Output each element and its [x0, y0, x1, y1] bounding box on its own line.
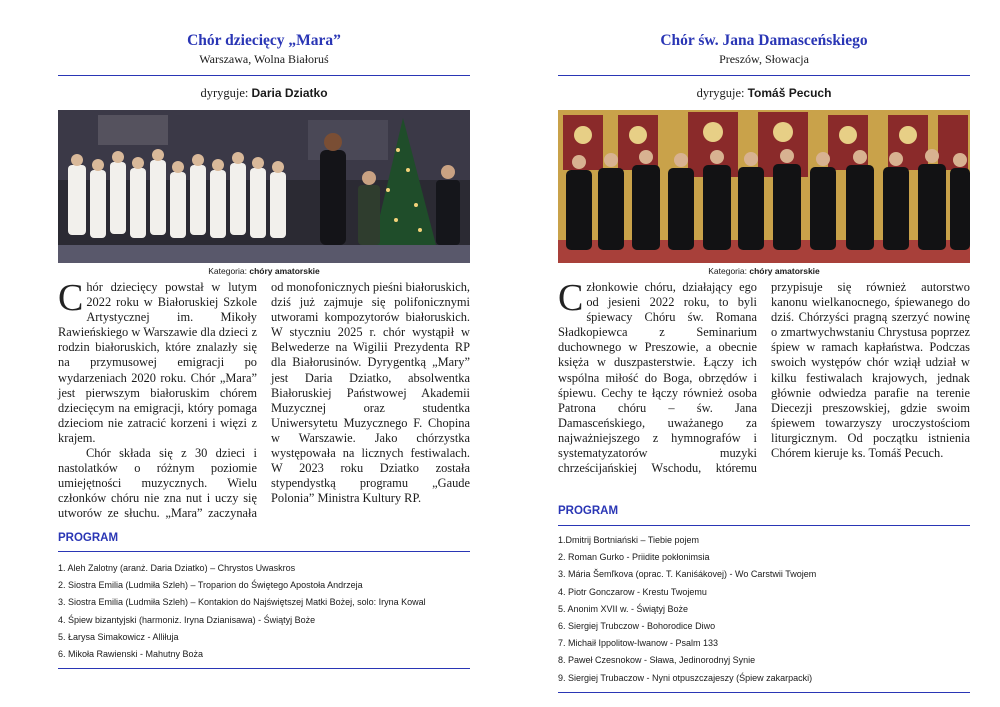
program-item: 7. Michaił Ippolitow-Iwanow - Psalm 133 [558, 638, 719, 649]
program-item: 6. Siergiej Trubczow - Bohorodice Diwo [558, 621, 716, 632]
choir-photo [558, 110, 970, 263]
paragraph: Chór składa się z 30 dzieci i nastolatków o różnym poziomie umiejętności muzycznych. Wielu członków chóru nie zna nut i uczy się utworów ze słuchu. „Mara” zaczynała od monofonicznych pieśni białoruskich, dziś już zajmuje się polifonicznymi utworami kompozytorów białoruskich. W styczniu 2025 r. chór wystąpił w Belwederze na Wigilii Prezydenta RP dla Białorusinów. Dyrygentką „Mary” jest Daria Dziatko, absolwentka Białoruskiej Państwowej Akademii Muzycznej oraz studentka Uniwersytetu Muzycznego F. Chopina w Warszawie. Jako chórzystka występowała na licznych festiwalach. W 2023 roku Dziatko została stypendystką programu „Gaude Polonia” Ministra Kultury RP. [58, 280, 470, 521]
category-value: chóry amatorskie [749, 266, 820, 276]
conductor-line [58, 86, 470, 101]
program-item: 8. Paweł Czesnokow - Sława, Jedinorodnyj Synie [558, 655, 756, 666]
category-label: Kategoria: [708, 266, 747, 276]
conductor-name: Tomáš Pecuch [747, 86, 832, 100]
conductor-name: Daria Dziatko [251, 86, 328, 100]
program-item: 9. Siergiej Trubaczow - Nyni otpuszczajeszy (Śpiew zakarpacki) [558, 672, 813, 683]
choir-description [558, 277, 970, 502]
choir-location: Warszawa, Wolna Białoruś [199, 52, 329, 66]
program-item: 1.Dmitrij Bortniański – Tiebie pojem [558, 535, 700, 545]
divider [58, 668, 470, 669]
divider [58, 75, 470, 76]
program-list [58, 560, 470, 663]
program-item: 5. Łarysa Simakowicz - Alliłuja [58, 631, 179, 642]
drop-cap: C [58, 277, 84, 319]
choir-description [58, 277, 470, 525]
conductor-line [558, 86, 970, 101]
program-item: 3. Siostra Emilia (Ludmiła Szleh) – Kontakion do Najświętszej Matki Bożej, solo: Iryna Kowal [58, 597, 426, 608]
divider [558, 692, 970, 693]
conductor-label: dyryguje: [696, 86, 745, 100]
choir-title: Chór św. Jana Damasceńskiego [660, 32, 868, 49]
program-item: 3. Mária Šemľkova (oprac. T. Kaniśákovej) - Wo Carstwii Twojem [558, 569, 817, 580]
program-item: 5. Anonim XVII w. - Świątyj Boże [558, 603, 689, 614]
category-value: chóry amatorskie [249, 266, 320, 276]
program-item: 2. Siostra Emilia (Ludmiła Szleh) – Troparion do Świętego Apostoła Andrzeja [58, 580, 363, 591]
divider [558, 525, 970, 526]
paragraph: Członkowie chóru, działający ego od jesieni 2022 roku, to byli śpiewacy Chóru św. Romana Sładkopiewca z Seminarium duchownego w Preszowie, a obecnie księża w duszpasterstwie. Łączy ich wspólna miłość do Boga, obrzędów i śpiewu. Cechy te łączy również osoba Patrona chóru – św. Jana Damasceńskiego, uważanego za najważniejszego z hymnografów i systematyzatorów muzyki chrześcijańskiej Wschodu, któremu przypisuje się również autorstwo kanonu wielkanocnego, śpiewanego do dziś. Chórzyści pragną szerzyć nowinę o zmartwychwstaniu Chrystusa poprzez śpiew w ramach kapłaństwa. Podczas swoich występów chór wziął udział w kilku festiwalach krajowych, jednak głównie odwiedza parafie na terenie Diecezji preszowskiej, gdzie swoim śpiewem towarzyszy uroczystościom liturgicznym. Od początku istnienia Chórem kieruje ks. Tomáš Pecuch. [558, 277, 970, 476]
program-item: 2. Roman Gurko - Priidite pokłonimsia [558, 552, 710, 563]
conductor-label: dyryguje: [200, 86, 249, 100]
divider [558, 75, 970, 76]
drop-cap: C [558, 277, 584, 319]
program-item: 4. Piotr Gonczarow - Krestu Twojemu [558, 586, 707, 597]
right-page [500, 0, 1000, 707]
divider [58, 551, 470, 552]
program-item: 6. Mikoła Rawienski - Mahutny Boża [58, 649, 204, 660]
program-item: 1. Aleh Zalotny (aranż. Daria Dziatko) – Chrystos Uwaskros [58, 563, 296, 573]
category-label: Kategoria: [208, 266, 247, 276]
choir-photo [58, 110, 470, 263]
category-caption [558, 266, 970, 276]
paragraph: Chór dziecięcy powstał w lutym 2022 roku w Białoruskiej Szkole Artystycznej im. Mikoły Rawieńskiego w Warszawie dla dzieci z rodzin białoruskich, które znalazły się na przymusowej emigracji po wydarzeniach 2020 roku. Chór „Mara” jest pierwszym białoruskim chórem dziecięcym na emigracji, który pomaga dzieciom nie zatracić korzeni i więzi z krajem. [58, 277, 257, 445]
program-heading: PROGRAM [558, 505, 619, 517]
choir-title: Chór dziecięcy „Mara” [187, 32, 341, 49]
program-item: 4. Śpiew bizantyjski (harmoniz. Iryna Dzianisawa) - Świątyj Boże [58, 614, 316, 625]
program-heading: PROGRAM [58, 532, 119, 544]
category-caption [58, 266, 470, 276]
choir-location: Preszów, Słowacja [719, 52, 809, 66]
program-list [558, 532, 970, 687]
